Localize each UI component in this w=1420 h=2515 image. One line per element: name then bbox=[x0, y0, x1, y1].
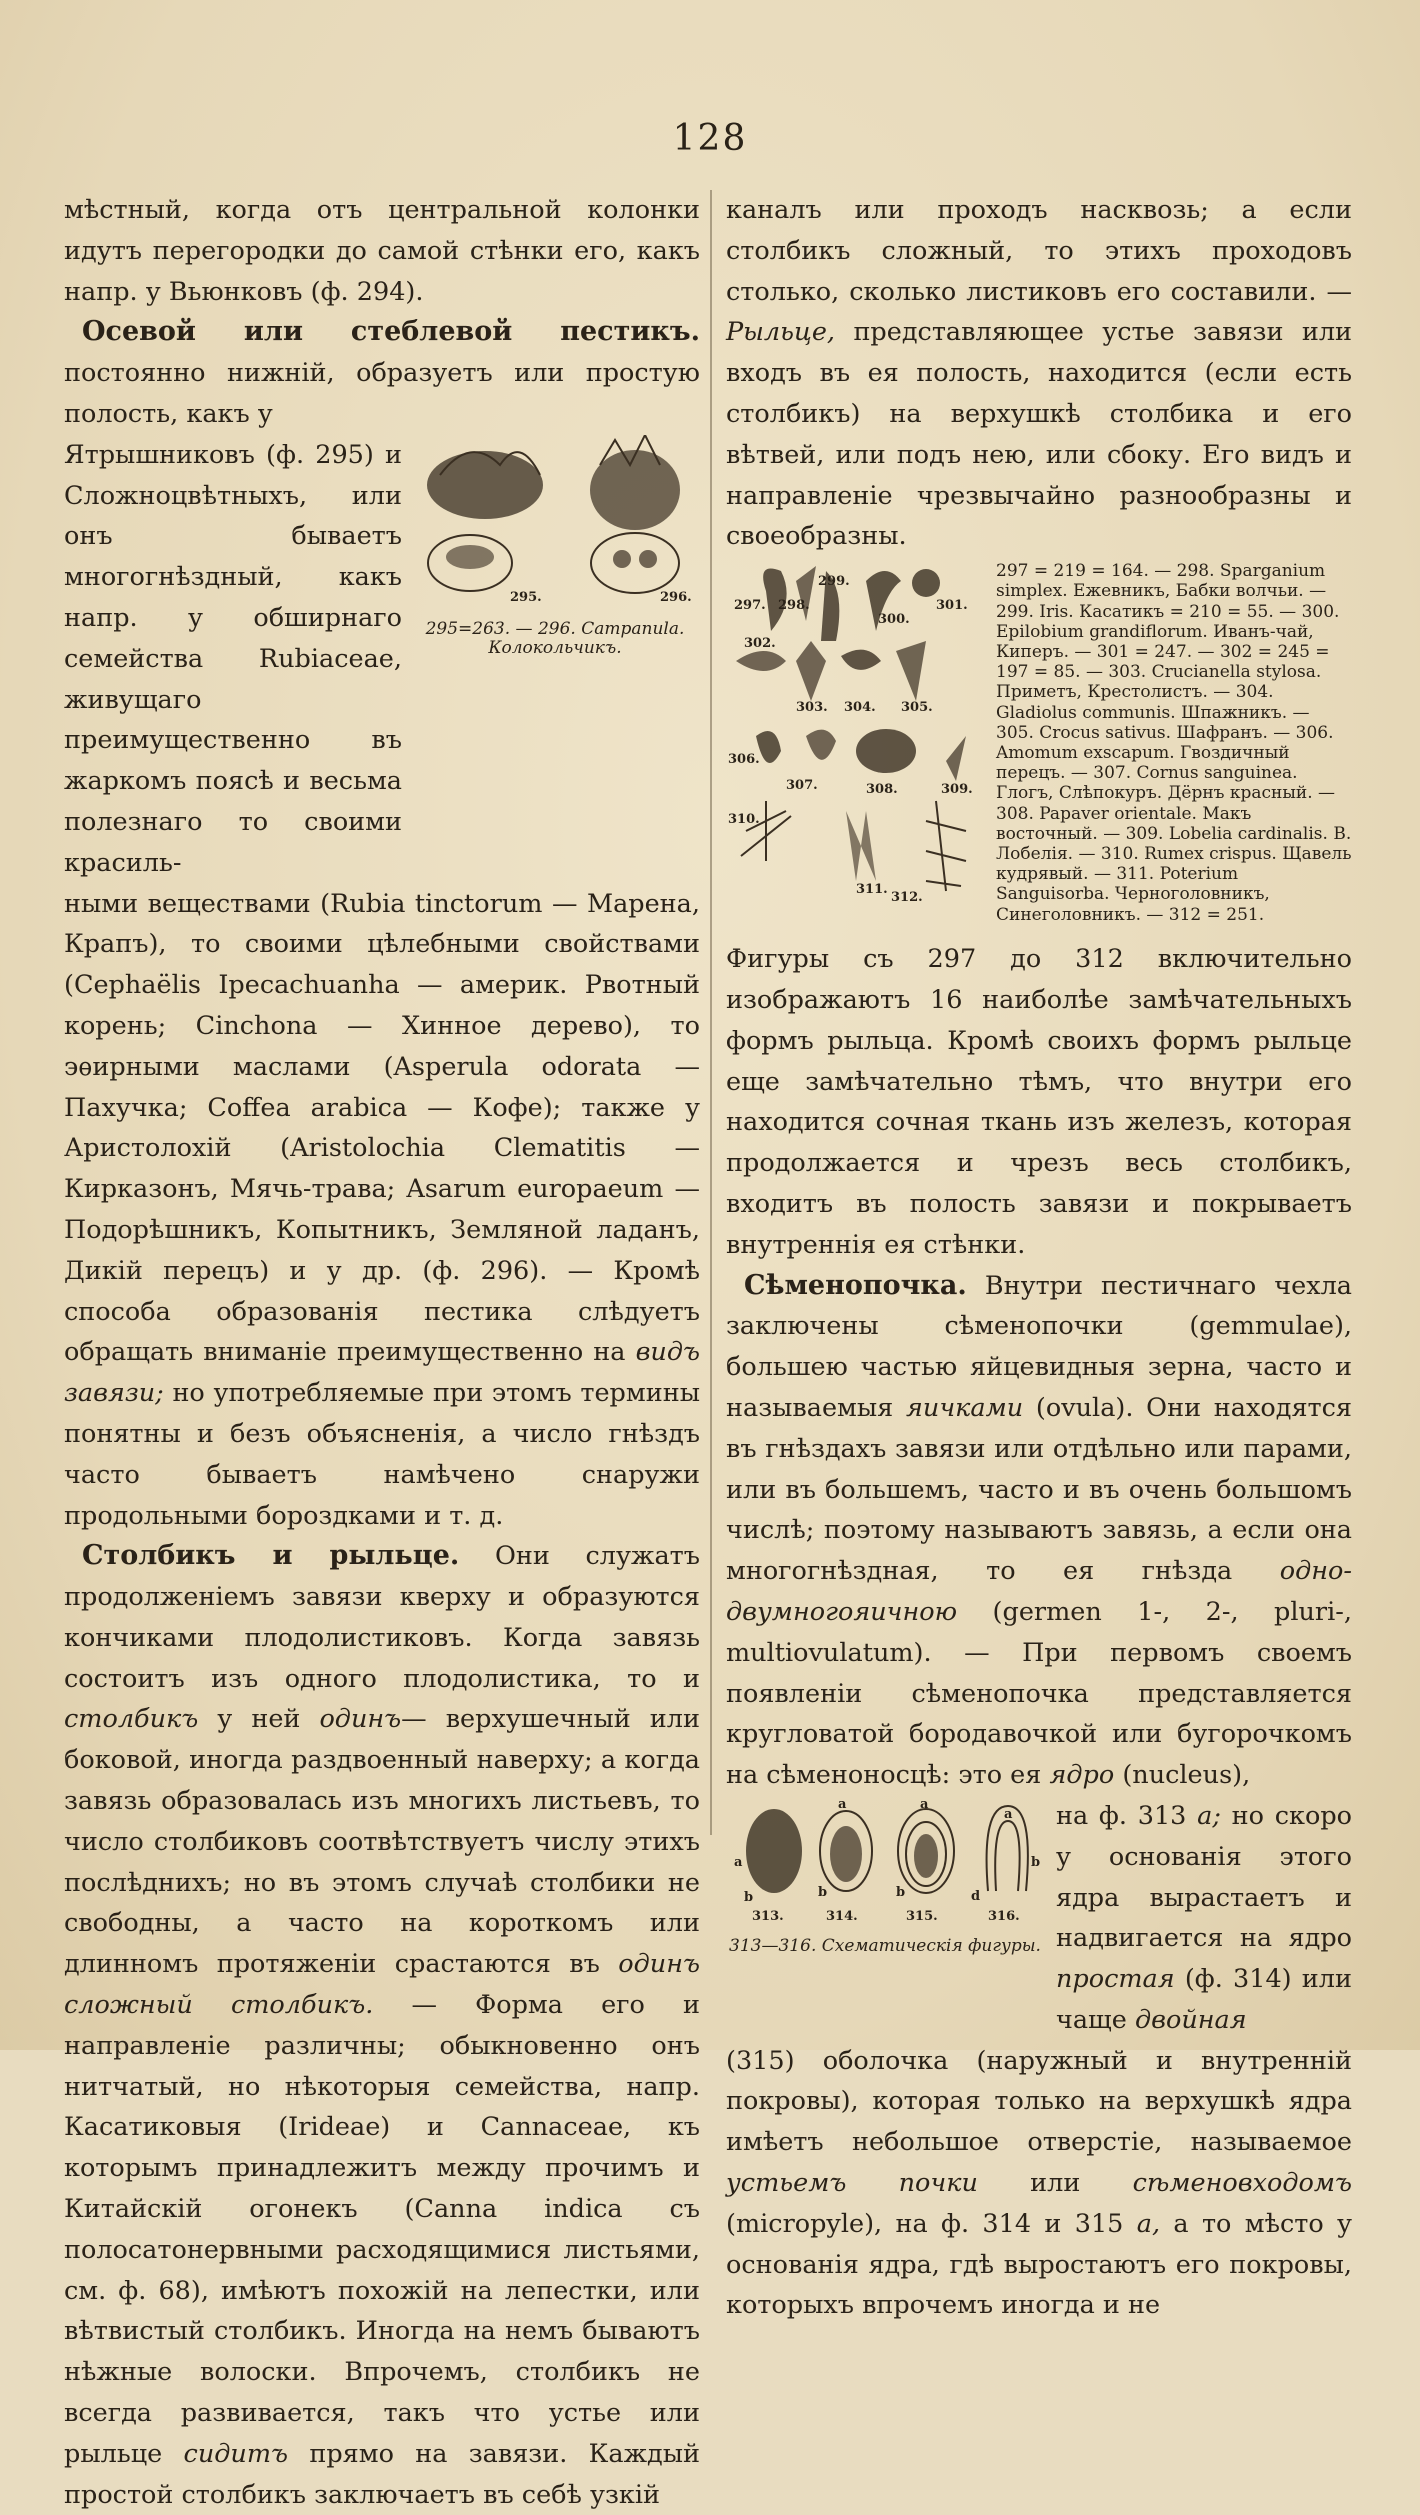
left-paragraph-3 bbox=[64, 1536, 700, 2515]
ovule-letter-315-b: b bbox=[896, 1884, 906, 1900]
stigma-label-307: 307. bbox=[786, 778, 818, 794]
heading-axial-pistil: Осевой или стеблевой пестикъ. bbox=[82, 316, 700, 348]
right-p1c: представляющее устье завязи или входъ въ ея полость, находится (если есть столбикъ) на верхушкѣ столбика и его вѣтвей, или подъ нею, или сбоку. Его видъ и направленіе чрезвычайно разнообразны и своеобразны. bbox=[726, 317, 1353, 552]
right-p3a: Внутри пестичнаго чехла заключены сѣменопочки (gemmulae), большею частью яйцевидныя зерна, часто и называемыя bbox=[726, 1270, 1352, 1423]
left-p3i: прямо на завязи. Каждый простой столбикъ заключаетъ въ себѣ узкій bbox=[64, 2438, 701, 2510]
left-p3f-italic: одинъ сложный столбикъ. bbox=[64, 1949, 700, 2021]
right-p4g: (315) оболочка (наружный и внутренній покровы), которая только на верхушкѣ ядра имѣетъ небольшое отверстіе, называемое bbox=[726, 2045, 1352, 2158]
ovule-label-314: 314. bbox=[826, 1908, 858, 1924]
figure-295-label: 295. bbox=[510, 589, 542, 605]
right-column bbox=[726, 190, 1352, 2326]
left-p3e: — верхушечный или боковой, иногда раздвоенный наверху; а когда завязь образовалась изъ многихъ листьевъ, то число столбиковъ соотвѣтствуетъ числу этихъ послѣднихъ; но въ этомъ случаѣ столбики не свободны, а часто на короткомъ или длинномъ протяженіи срастаются въ bbox=[64, 1704, 700, 1980]
left-p3b-italic: столбикъ bbox=[64, 1704, 199, 1735]
figure-295-block bbox=[64, 435, 700, 884]
figure-296-label: 296. bbox=[660, 589, 692, 605]
stigma-label-310: 310. bbox=[728, 812, 760, 828]
stigma-label-311: 311. bbox=[856, 882, 888, 898]
left-p2e: но употребляемые при этомъ термины понятны и безъ объясненія, а число гнѣздъ часто бываетъ намѣчено снаружи продольными бороздками и т. д. bbox=[64, 1378, 701, 1531]
page-number: 128 bbox=[672, 118, 748, 159]
left-p2c: ными веществами (Rubia tinctorum — Марена, Крапъ), то своими цѣлебными свойствами (Cephaëlis Ipecachuanha — америк. Рвотный корень; Cinchona — Хинное дерево), то эѳирными маслами (Asperula odorata — Пахучка; Coffea arabica — Кофе); также у Аристолохій (Aristolochia Clematitis — Кирказонъ, Мячь-трава; Asarum europaeum — Подорѣшникъ, Копытникъ, Земляной ладанъ, Дикій перецъ) и у др. (ф. 296). — Кромѣ способа образованія пестика слѣдуетъ обращать вниманіе преимущественно на bbox=[64, 888, 700, 1368]
ovule-letter-313-b: b bbox=[744, 1889, 754, 1905]
stigma-label-297: 297. bbox=[734, 598, 766, 614]
right-p4e: (ф. 314) или чаще bbox=[1056, 1964, 1352, 2035]
ovule-label-313: 313. bbox=[752, 1908, 784, 1924]
stigma-label-309: 309. bbox=[941, 782, 973, 798]
right-p1a: каналъ или проходъ насквозь; а если столбикъ сложный, то этихъ проходовъ столько, сколько листиковъ его составили. — bbox=[726, 195, 1352, 307]
right-p4m: а то мѣсто у основанія ядра, гдѣ выростаютъ его покровы, которыхъ впрочемъ иногда и не bbox=[726, 2208, 1353, 2321]
right-p4j-italic: сѣменовходомъ bbox=[1132, 2168, 1352, 2199]
figure-313-block bbox=[726, 1796, 1352, 2041]
left-p3d-italic: одинъ bbox=[319, 1704, 402, 1735]
left-paragraph-1: мѣстный, когда отъ центральной колонки идутъ перегородки до самой стѣнки его, какъ напр. у Вьюнковъ (ф. 294). bbox=[64, 195, 700, 307]
figure-295-296-drawing bbox=[410, 435, 700, 607]
stigma-legend: 297 = 219 = 164. — 298. Sparganium simplex. Ежевникъ, Бабки волчьи. — 299. Iris. Касатикъ = 210 = 55. — 300. Epilobium grandiflorum. Иванъ-чай, Киперъ. — 301 = 247. — 302 = 245 = 197 = 85. — 303. Crucianella stylosa. Приметъ, Крестолистъ. — 304. Gladiolus communis. Шпажникъ. — 305. Crocus sativus. Шафранъ. — 306. Amomum exscapum. Гвоздичный перецъ. — 307. Cornus sanguinea. Глогъ, Слѣпокуръ. Дёрнъ красный. — 308. Papaver orientale. Макъ восточный. — 309. Lobelia cardinalis. В. Лобелія. — 310. Rumex crispus. Щавель кудрявый. — 311. Poterium Sanguisorba. Черноголовникъ, Синеголовникъ. — 312 = 251. bbox=[996, 561, 1352, 925]
right-p3f-italic: ядро bbox=[1049, 1760, 1115, 1791]
right-p3e: (germen 1-, 2-, pluri-, multiovulatum). — При первомъ своемъ появленіи сѣменопочка представляется кругловатой бородавочкой или бугорочкомъ на сѣменоносцѣ: это ея bbox=[726, 1596, 1352, 1791]
stigma-label-304: 304. bbox=[844, 700, 876, 716]
right-p1b-italic: Рыльце, bbox=[726, 317, 836, 348]
left-p2d-italic: видъ завязи; bbox=[64, 1337, 701, 1409]
left-p3a: Они служатъ продолженіемъ завязи кверху и образуются кончиками плодолистиковъ. Когда завязь состоитъ изъ одного плодолистика, то и bbox=[64, 1541, 701, 1694]
right-p4c: но скоро у основанія этого ядра вырастаетъ и надвигается на ядро bbox=[1056, 1800, 1352, 1954]
left-p2-text-b: Ятрышниковъ (ф. 295) и Сложноцвѣтныхъ, или онъ бываетъ многогнѣздный, какъ напр. у обширнаго семейства Rubiaceae, живущаго преимущественно въ жаркомъ поясѣ и весьма полезнаго то своими красиль- bbox=[64, 439, 402, 878]
right-paragraph-4 bbox=[726, 2041, 1352, 2327]
right-p3d-italic: одно- двумногояичною bbox=[726, 1556, 1352, 1627]
ovule-letter-315-a: a bbox=[920, 1796, 929, 1812]
column-divider bbox=[710, 190, 712, 1835]
right-p3g: (nucleus), bbox=[1122, 1760, 1251, 1791]
stigma-label-308: 308. bbox=[866, 782, 898, 798]
stigma-label-299: 299. bbox=[818, 574, 850, 590]
right-p3c: (ovula). Они находятся въ гнѣздахъ завязи или отдѣльно или парами, или въ большемъ, часто и въ очень большомъ числѣ; поэтому называютъ завязь, а если она многогнѣздная, то ея гнѣзда bbox=[726, 1392, 1353, 1587]
right-paragraph-1 bbox=[726, 190, 1352, 557]
ovule-letter-316-d: d bbox=[971, 1888, 981, 1904]
stigma-label-302: 302. bbox=[744, 636, 776, 652]
right-p4-wrap bbox=[1056, 1796, 1352, 2041]
ovule-letter-316-a: a bbox=[1004, 1806, 1013, 1822]
left-p3c: у ней bbox=[217, 1704, 301, 1735]
ovule-letter-316-b: b bbox=[1031, 1854, 1041, 1870]
stigma-label-312: 312. bbox=[891, 890, 923, 906]
stigma-label-306: 306. bbox=[728, 752, 760, 768]
stigma-label-301: 301. bbox=[936, 598, 968, 614]
right-p4k: (micropyle), на ф. 314 и 315 bbox=[726, 2208, 1124, 2239]
figure-313-316 bbox=[726, 1796, 1044, 1956]
ovule-label-316: 316. bbox=[988, 1908, 1020, 1924]
figure-313-316-drawing bbox=[726, 1796, 1044, 1924]
figure-295-caption: 295=263. — 296. Campanula. Колокольчикъ. bbox=[425, 618, 685, 658]
stigma-label-300: 300. bbox=[878, 612, 910, 628]
left-column bbox=[64, 190, 700, 2515]
figure-295-296 bbox=[410, 435, 700, 658]
right-paragraph-3 bbox=[726, 1266, 1352, 1796]
right-p4b-italic: a; bbox=[1197, 1800, 1221, 1831]
ovule-letter-313-a: a bbox=[734, 1854, 743, 1870]
ovule-letter-314-b: b bbox=[818, 1884, 828, 1900]
left-paragraph-2 bbox=[64, 312, 700, 434]
right-p4l-italic: a, bbox=[1136, 2208, 1161, 2239]
stigma-label-298: 298. bbox=[778, 598, 810, 614]
right-p4i: или bbox=[1030, 2168, 1081, 2199]
left-p3g: — Форма его и направленіе различны; обыкновенно онъ нитчатый, но нѣкоторыя семейства, напр. Касатиковыя (Irideae) и Cannaceae, къ которымъ принадлежитъ между прочимъ и Китайскій огонекъ (Canna indica съ полосатонервными расходящимися листьями, см. ф. 68), имѣютъ похожій на лепестки, или вѣтвистый столбикъ. Иногда на немъ бываютъ нѣжные волоски. Впрочемъ, столбикъ не всегда развивается, такъ что устье или рыльце bbox=[64, 1990, 701, 2469]
ovule-label-315: 315. bbox=[906, 1908, 938, 1924]
heading-ovule: Сѣменопочка. bbox=[744, 1269, 967, 1301]
left-p3h-italic: сидитъ bbox=[183, 2438, 288, 2469]
heading-style-stigma: Столбикъ и рыльце. bbox=[82, 1540, 460, 1572]
figure-297-312-block bbox=[726, 561, 1352, 933]
left-p2-text-c bbox=[64, 884, 700, 1537]
right-paragraph-2: Фигуры съ 297 до 312 включительно изображаютъ 16 наиболѣе замѣчательныхъ формъ рыльца. Кромѣ своихъ формъ рыльце еще замѣчательно тѣмъ, что внутри его находится сочная ткань изъ железъ, которая продолжается и чрезъ весь столбикъ, входитъ въ полость завязи и покрываетъ внутреннія ея стѣнки. bbox=[726, 944, 1352, 1260]
stigma-label-305: 305. bbox=[901, 700, 933, 716]
ovule-letter-314-a: a bbox=[838, 1796, 847, 1812]
right-p4f-italic: двойная bbox=[1134, 2004, 1247, 2035]
right-p3b-italic: яичками bbox=[906, 1392, 1024, 1423]
figure-297-312-drawing bbox=[726, 561, 988, 933]
left-p2-text-a: постоянно нижній, образуетъ или простую полость, какъ у bbox=[64, 358, 700, 429]
right-p4a: на ф. 313 bbox=[1056, 1800, 1187, 1831]
right-p4h-italic: устьемъ почки bbox=[726, 2168, 978, 2199]
stigma-label-303: 303. bbox=[796, 700, 828, 716]
right-p4d-italic: простая bbox=[1056, 1964, 1175, 1995]
figure-313-caption: 313—316. Схематическія фигуры. bbox=[729, 1935, 1041, 1956]
